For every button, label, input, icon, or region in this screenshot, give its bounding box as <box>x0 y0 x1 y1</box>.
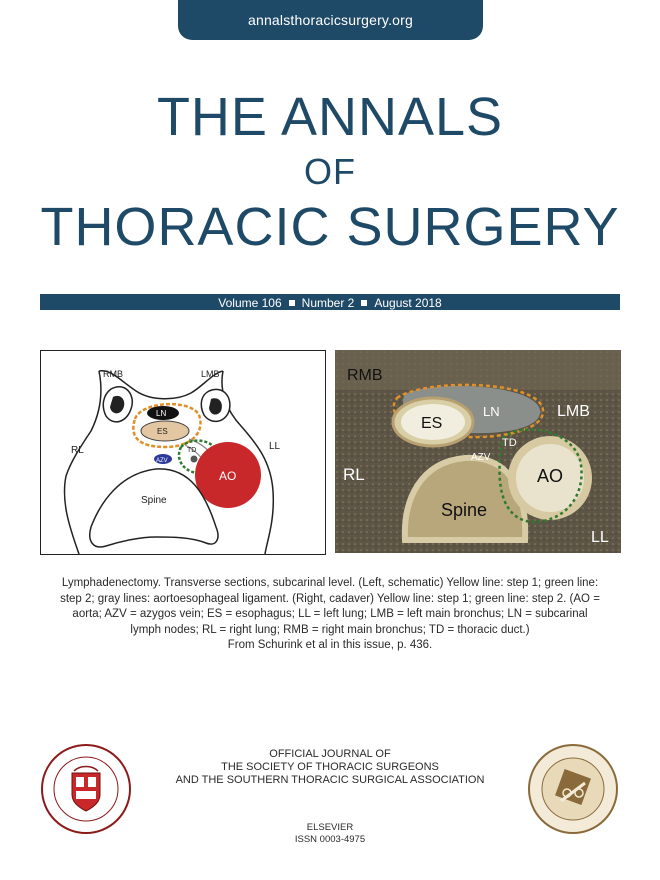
schematic-drawing <box>41 351 325 554</box>
figure-caption <box>60 576 600 654</box>
publisher-info <box>230 822 430 846</box>
caption-source: From Schurink et al in this issue, p. 436. <box>227 639 433 651</box>
publisher-issn: ISSN 0003-4975 <box>294 834 366 845</box>
sts-seal-logo <box>40 743 132 835</box>
schematic-label-ll: LL <box>269 441 281 452</box>
photo-label-td: TD <box>502 437 517 449</box>
journal-line-2: THE SOCIETY OF THORACIC SURGEONS <box>221 761 439 773</box>
journal-title-line-2: OF <box>304 151 356 192</box>
photo-label-ln: LN <box>483 404 500 419</box>
issue-date: August 2018 <box>374 295 442 310</box>
photo-label-lmb: LMB <box>557 403 590 420</box>
stsa-seal-logo <box>527 743 619 835</box>
photo-label-rmb: RMB <box>347 367 383 384</box>
journal-affiliation <box>150 748 510 787</box>
thoracic-duct-shape <box>191 456 198 463</box>
photo-label-ao: AO <box>537 466 564 486</box>
issue-info-bar <box>40 294 620 310</box>
sts-seal <box>40 743 132 835</box>
stsa-seal <box>527 743 619 835</box>
schematic-label-spine: Spine <box>141 495 167 506</box>
separator-square <box>361 300 367 306</box>
journal-title-line-1: THE ANNALS <box>156 87 504 147</box>
journal-title-line-3: THORACIC SURGERY <box>40 197 620 257</box>
caption-text: Lymphadenectomy. Transverse sections, subcarinal level. (Left, schematic) Yellow line: step 1; green line: step 2; gray lines: aortoesophageal ligament. (Right, cadaver) Yellow line: step 1; green line: step 2. (AO = aorta; AZV = azygos vein; ES = esophagus; LL = left lung; LMB = left main bronchus; LN = subcarinal lymph nodes; RL = right lung; RMB = right main bronchus; TD = thoracic duct.) <box>60 577 600 636</box>
schematic-figure <box>40 350 326 555</box>
photo-label-azv: AZV <box>471 452 491 463</box>
photo-label-rl: RL <box>343 465 365 484</box>
cadaver-drawing <box>335 350 621 553</box>
publisher-name: ELSEVIER <box>306 822 354 833</box>
schematic-label-ao: AO <box>219 469 237 483</box>
cadaver-photo <box>335 350 621 553</box>
journal-line-3: AND THE SOUTHERN THORACIC SURGICAL ASSOCIATION <box>175 774 485 786</box>
schematic-label-es: ES <box>157 427 168 436</box>
photo-label-spine: Spine <box>441 500 488 520</box>
journal-url-tab[interactable] <box>178 0 483 40</box>
schematic-label-td: TD <box>187 447 197 454</box>
schematic-label-lmb: LMB <box>201 369 220 379</box>
photo-label-es: ES <box>421 415 443 432</box>
journal-url[interactable]: annalsthoracicsurgery.org <box>247 12 414 28</box>
photo-label-ll: LL <box>591 529 609 546</box>
journal-line-1: OFFICIAL JOURNAL OF <box>269 748 391 760</box>
schematic-label-azv: AZV <box>156 458 168 464</box>
schematic-label-rl: RL <box>71 445 84 456</box>
lmb-lumen <box>209 398 222 414</box>
issue-number: Number 2 <box>301 295 355 310</box>
schematic-label-ln: LN <box>156 409 167 418</box>
issue-volume: Volume 106 <box>218 295 282 310</box>
schematic-label-rmb: RMB <box>103 369 123 379</box>
separator-square <box>289 300 295 306</box>
